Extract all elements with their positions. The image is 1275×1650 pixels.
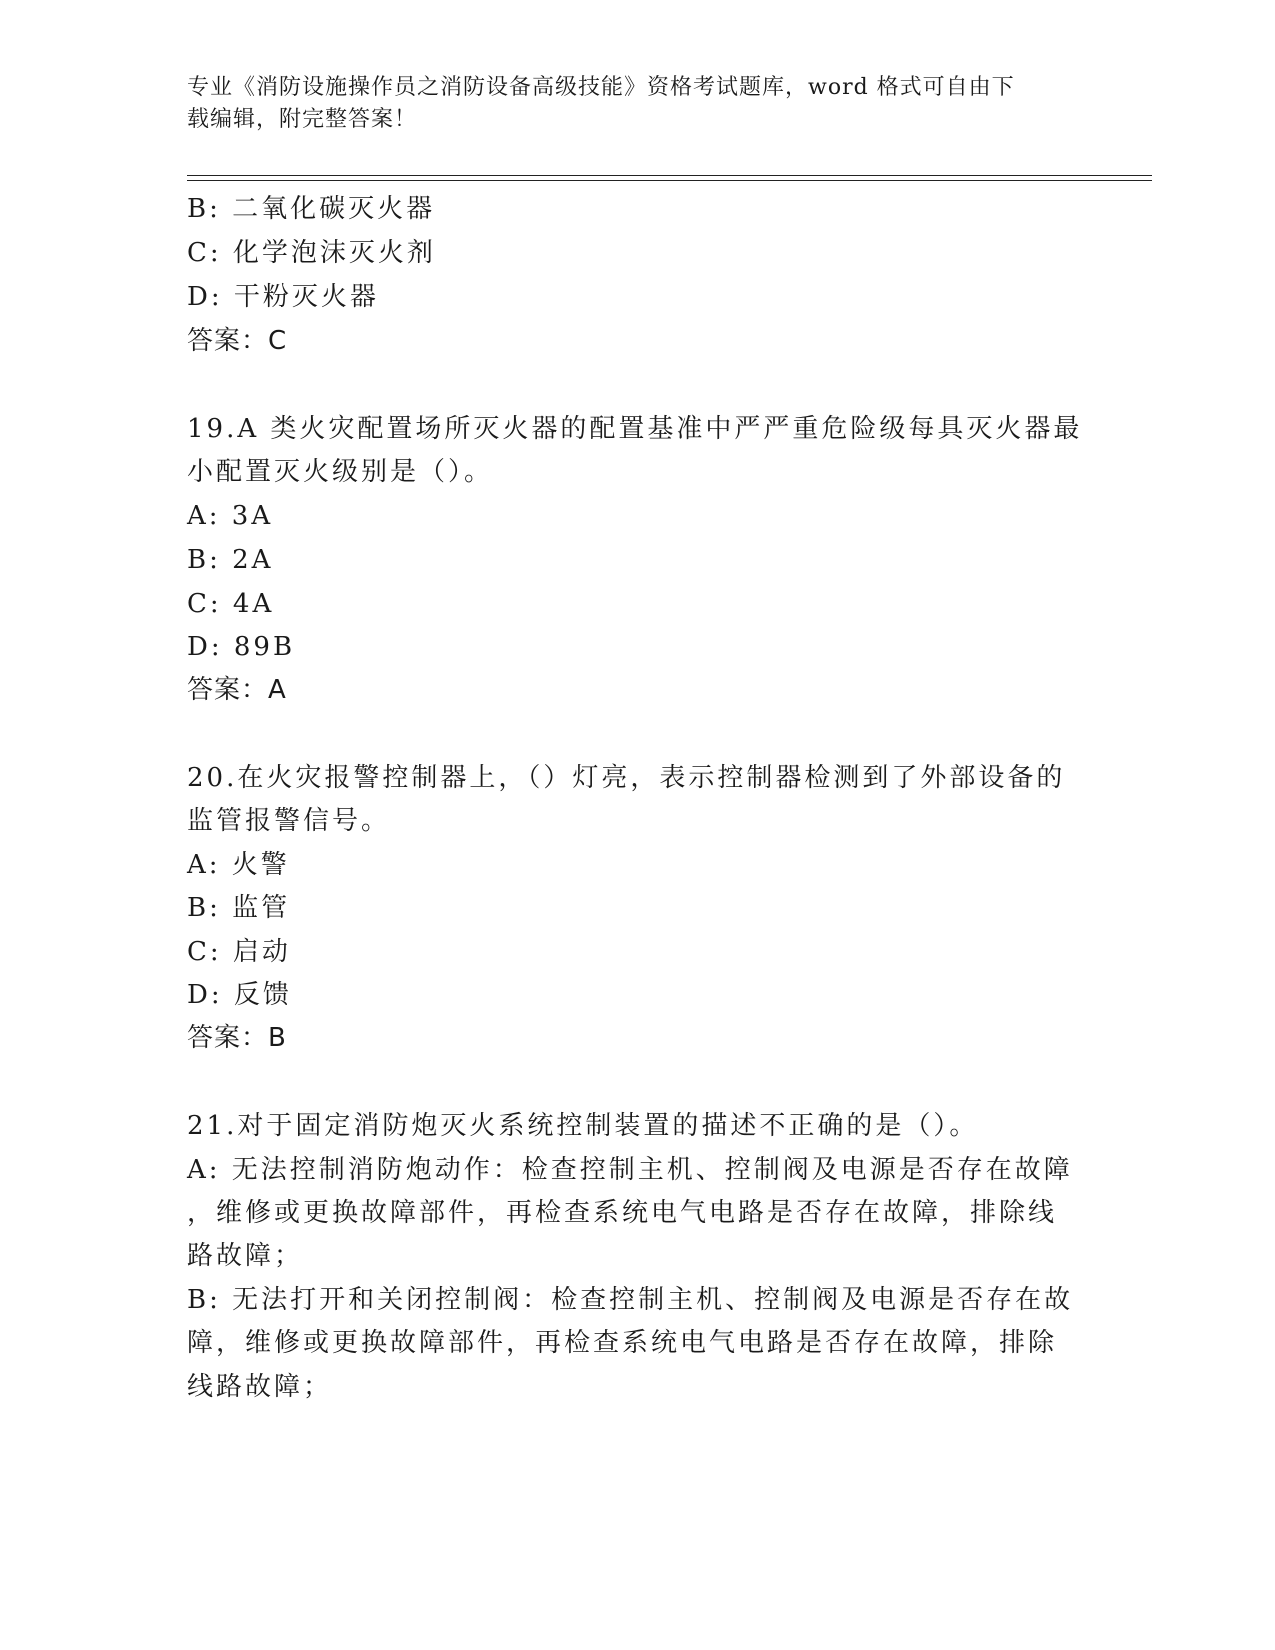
q21-option-b-line-2: 障，维修或更换故障部件，再检查系统电气电路是否存在故障，排除 [187, 1328, 1058, 1358]
q20-stem-line-2: 监管报警信号。 [187, 806, 391, 836]
q20-option-d: D: 反馈 [187, 980, 292, 1010]
q19-answer: 答案：A [187, 675, 287, 705]
q21-option-b-line-1: B: 无法打开和关闭控制阀：检查控制主机、控制阀及电源是否存在故 [187, 1285, 1074, 1315]
q21-option-a-line-2: ，维修或更换故障部件，再检查系统电气电路是否存在故障，排除线 [187, 1198, 1058, 1228]
q20-option-a: A: 火警 [187, 850, 290, 880]
q19-stem-line-1: 19.A 类火灾配置场所灭火器的配置基准中严严重危险级每具灭火器最 [187, 414, 1083, 444]
q18-option-d: D: 干粉灭火器 [187, 282, 379, 312]
q20-stem-line-1: 20.在火灾报警控制器上，（）灯亮，表示控制器检测到了外部设备的 [187, 763, 1066, 793]
q19-option-d: D: 89B [187, 632, 296, 662]
q21-option-a-line-3: 路故障； [187, 1241, 304, 1271]
q21-option-b-line-3: 线路故障； [187, 1372, 333, 1402]
q21-stem-line-1: 21.对于固定消防炮灭火系统控制装置的描述不正确的是（）。 [187, 1111, 979, 1141]
q18-answer: 答案：C [187, 326, 288, 356]
q18-option-b: B: 二氧化碳灭火器 [187, 194, 436, 224]
q18-option-c: C: 化学泡沫灭火剂 [187, 238, 436, 268]
q20-option-b: B: 监管 [187, 893, 291, 923]
q21-option-a-line-1: A: 无法控制消防炮动作：检查控制主机、控制阀及电源是否存在故障 [187, 1155, 1073, 1185]
header-divider-bottom [187, 180, 1152, 181]
header-divider-top [187, 175, 1152, 176]
q19-option-c: C: 4A [187, 589, 275, 619]
q19-option-b: B: 2A [187, 545, 274, 575]
q19-stem-line-2: 小配置灭火级别是（）。 [187, 457, 494, 487]
header-line-2: 载编辑，附完整答案！ [187, 107, 418, 132]
header-line-1: 专业《消防设施操作员之消防设备高级技能》资格考试题库，word 格式可自由下 [187, 75, 1015, 100]
q19-option-a: A: 3A [187, 501, 274, 531]
q20-option-c: C: 启动 [187, 937, 291, 967]
q20-answer: 答案：B [187, 1023, 287, 1053]
document-header [187, 72, 1067, 136]
